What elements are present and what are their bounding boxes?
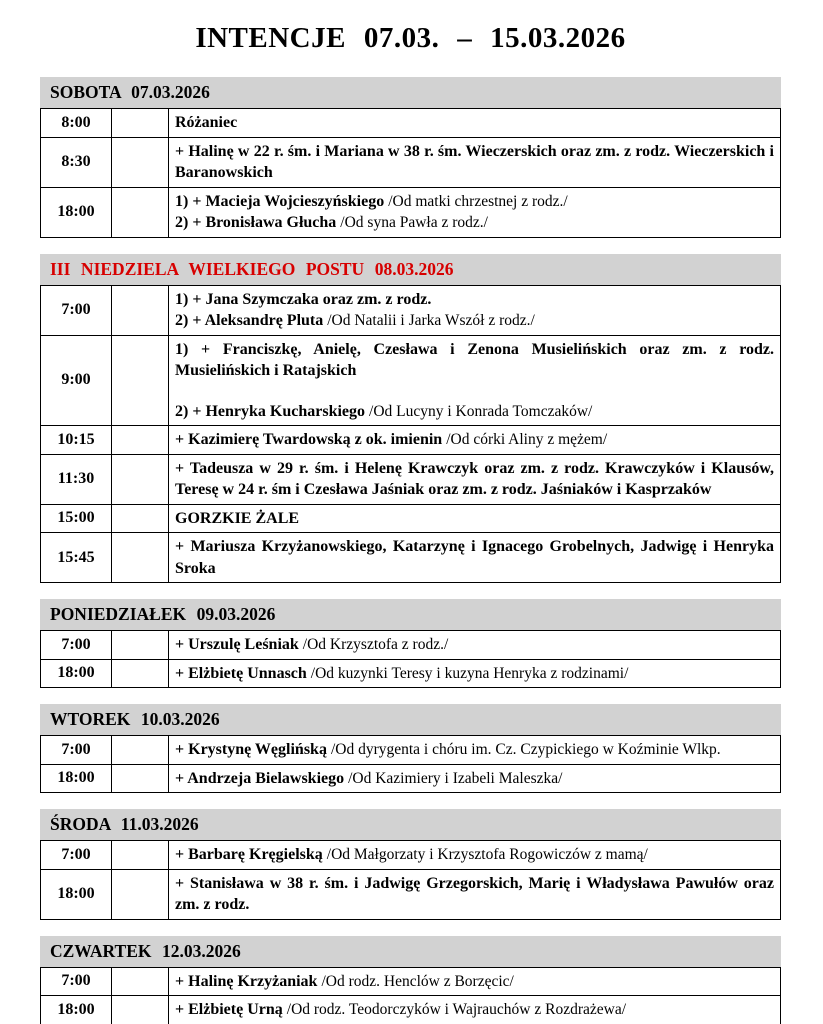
intention-text: 1) + Franciszkę, Anielę, Czesława i Zenona Musielińskich oraz zm. z rodz. Musielińskich i Ratajskich [175, 340, 774, 379]
intention-line [175, 458, 774, 501]
intention-line [175, 141, 774, 184]
blank-cell [112, 109, 169, 138]
section-header [40, 809, 781, 840]
intention-text: GORZKIE ŻALE [175, 509, 300, 527]
intention-cell [169, 996, 781, 1024]
intention-text: 1) + Jana Szymczaka oraz zm. z rodz. [175, 290, 432, 308]
time-cell: 11:30 [41, 454, 112, 504]
intention-source: /Od syna Pawła z rodz./ [340, 214, 488, 231]
intention-text: + Barbarę Kręgielską [175, 846, 327, 863]
blank-cell [112, 533, 169, 583]
intention-text: + Halinę w 22 r. śm. i Mariana w 38 r. śm. Wieczerskich oraz zm. z rodz. Wieczerskich i Baranowskich [175, 142, 774, 181]
section-header [40, 254, 781, 285]
blank-cell [112, 426, 169, 455]
time-cell: 8:30 [41, 137, 112, 187]
intention-source: /Od dyrygenta i chóru im. Cz. Czypickiego w Koźminie Wlkp. [330, 741, 721, 758]
intention-text: + Kazimierę Twardowską z ok. imienin [175, 431, 447, 448]
intention-text: 1) + Macieja Wojcieszyńskiego [175, 192, 389, 210]
intention-line [175, 429, 774, 451]
table-row [41, 869, 781, 919]
table-row [41, 335, 781, 426]
intention-cell [169, 631, 781, 660]
intention-cell [169, 137, 781, 187]
section-header-label: III NIEDZIELA WIELKIEGO POSTU 08.03.2026 [50, 258, 454, 279]
table-row [41, 967, 781, 996]
table-row [41, 764, 781, 793]
intention-cell [169, 335, 781, 426]
time-cell: 7:00 [41, 967, 112, 996]
blank-cell [112, 137, 169, 187]
section-header-label: CZWARTEK 12.03.2026 [50, 940, 241, 961]
table-row [41, 187, 781, 237]
time-cell: 18:00 [41, 869, 112, 919]
intention-source: /Od kuzynki Teresy i kuzyna Henryka z rodzinami/ [310, 664, 629, 682]
intention-line [175, 191, 774, 213]
intention-line [175, 999, 774, 1021]
schedule-table [40, 735, 781, 793]
section-header [40, 599, 781, 630]
table-row [41, 454, 781, 504]
section-sunday [40, 254, 781, 584]
intention-line [175, 971, 774, 993]
time-cell: 7:00 [41, 285, 112, 335]
schedule-table [40, 840, 781, 920]
section-monday [40, 599, 781, 688]
schedule-table [40, 108, 781, 238]
table-row [41, 631, 781, 660]
intention-text: + Tadeusza w 29 r. śm. i Helenę Krawczyk oraz zm. z rodz. Krawczyków i Klausów, Teresę w 24 r. śm i Czesława Jaśniak oraz zm. z rodz. Jaśniaków i Kasprzaków [175, 459, 774, 498]
intention-line [175, 873, 774, 916]
time-cell: 9:00 [41, 335, 112, 426]
table-row [41, 504, 781, 533]
section-header [40, 936, 781, 967]
schedule-table [40, 630, 781, 688]
table-row [41, 109, 781, 138]
blank-cell [112, 454, 169, 504]
table-row [41, 533, 781, 583]
intention-line [175, 739, 774, 761]
blank-cell [112, 631, 169, 660]
blank-cell [112, 504, 169, 533]
intention-line [175, 634, 774, 656]
page-title: INTENCJE 07.03. – 15.03.2026 [195, 22, 626, 54]
time-cell: 7:00 [41, 841, 112, 870]
intention-text: + Urszulę Leśniak [175, 636, 303, 653]
time-cell: 7:00 [41, 631, 112, 660]
time-cell: 18:00 [41, 187, 112, 237]
intention-line [175, 289, 774, 311]
intention-line [175, 339, 774, 382]
intention-source: /Od rodz. Henclów z Borzęcic/ [321, 972, 514, 990]
blank-cell [112, 869, 169, 919]
section-header-label: ŚRODA 11.03.2026 [50, 814, 199, 834]
intention-cell [169, 967, 781, 996]
intention-text: + Krystynę Węglińską [175, 741, 331, 758]
table-row [41, 841, 781, 870]
table-row [41, 137, 781, 187]
intention-cell [169, 454, 781, 504]
table-row [41, 996, 781, 1024]
intention-cell [169, 426, 781, 455]
intention-cell [169, 764, 781, 793]
section-header-label: SOBOTA 07.03.2026 [50, 82, 210, 102]
intention-line [175, 112, 774, 134]
blank-cell [112, 187, 169, 237]
intention-text: Różaniec [175, 114, 238, 131]
time-cell: 18:00 [41, 996, 112, 1024]
intention-text: + Elżbietę Unnasch [175, 664, 311, 682]
intention-line [175, 663, 774, 685]
section-tuesday [40, 704, 781, 793]
intention-text: + Mariusza Krzyżanowskiego, Katarzynę i Ignacego Grobelnych, Jadwigę i Henryka Sroka [175, 538, 774, 577]
intention-source: /Od córki Aliny z mężem/ [446, 431, 608, 448]
blank-cell [112, 736, 169, 765]
blank-cell [112, 996, 169, 1024]
blank-cell [112, 335, 169, 426]
intention-cell [169, 841, 781, 870]
blank-cell [112, 764, 169, 793]
intention-text: 2) + Aleksandrę Pluta [175, 312, 328, 329]
time-cell: 18:00 [41, 659, 112, 688]
blank-cell [112, 841, 169, 870]
intention-line [175, 508, 774, 530]
intention-text: + Andrzeja Bielawskiego [175, 769, 349, 787]
intention-cell [169, 285, 781, 335]
intention-source: /Od Kazimiery i Izabeli Maleszka/ [348, 769, 563, 787]
intention-cell [169, 504, 781, 533]
intention-source: /Od rodz. Teodorczyków i Wajrauchów z Rozdrażewa/ [286, 1001, 627, 1018]
intention-text: + Elżbietę Urną [175, 1001, 287, 1018]
blank-cell [112, 285, 169, 335]
intention-line [175, 212, 774, 234]
section-header [40, 704, 781, 735]
intention-line [175, 401, 774, 423]
blank-cell [112, 967, 169, 996]
time-cell: 15:00 [41, 504, 112, 533]
time-cell: 8:00 [41, 109, 112, 138]
intention-text: + Stanisława w 38 r. śm. i Jadwigę Grzegorskich, Marię i Władysława Pawułów oraz zm. z rodz. [175, 874, 774, 913]
table-row [41, 285, 781, 335]
table-row [41, 426, 781, 455]
schedule-table [40, 285, 781, 584]
intention-line [175, 844, 774, 866]
intention-text: + Halinę Krzyżaniak [175, 972, 322, 990]
section-header-label: WTOREK 10.03.2026 [50, 709, 220, 729]
time-cell: 7:00 [41, 736, 112, 765]
intention-line [175, 536, 774, 579]
schedule-table [40, 967, 781, 1024]
intention-line [175, 768, 774, 790]
intention-line [175, 310, 774, 332]
blank-cell [112, 659, 169, 688]
intention-cell [169, 736, 781, 765]
section-header [40, 77, 781, 108]
intention-cell [169, 659, 781, 688]
time-cell: 10:15 [41, 426, 112, 455]
table-row [41, 659, 781, 688]
intention-source: /Od Krzysztofa z rodz./ [302, 636, 449, 653]
intention-text: 2) + Bronisława Głucha [175, 214, 341, 231]
intention-source: /Od Lucyny i Konrada Tomczaków/ [369, 402, 593, 420]
intention-cell [169, 187, 781, 237]
intention-cell [169, 109, 781, 138]
intention-cell [169, 869, 781, 919]
intention-text: 2) + Henryka Kucharskiego [175, 402, 370, 420]
time-cell: 18:00 [41, 764, 112, 793]
intention-cell [169, 533, 781, 583]
time-cell: 15:45 [41, 533, 112, 583]
intention-source: /Od matki chrzestnej z rodz./ [388, 192, 568, 210]
section-header-label: PONIEDZIAŁEK 09.03.2026 [50, 604, 276, 624]
section-wednesday [40, 809, 781, 920]
section-saturday [40, 77, 781, 238]
section-thursday [40, 936, 781, 1024]
intention-source: /Od Małgorzaty i Krzysztofa Rogowiczów z mamą/ [326, 846, 648, 863]
table-row [41, 736, 781, 765]
intention-source: /Od Natalii i Jarka Wszół z rodz./ [327, 312, 535, 329]
